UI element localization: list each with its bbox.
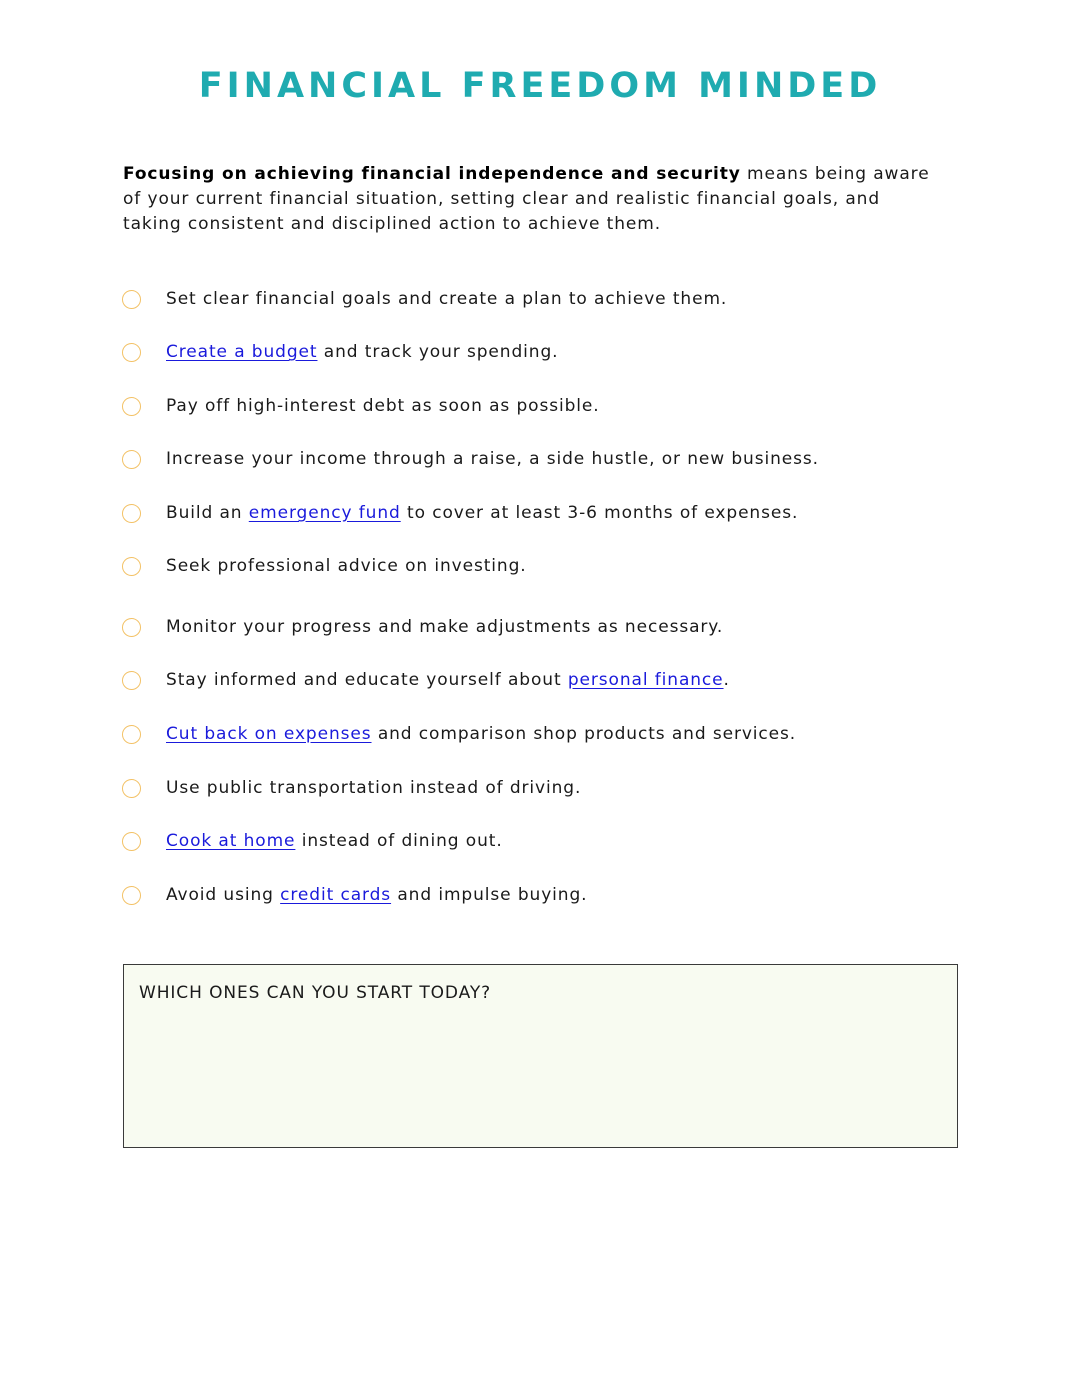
checklist-item-text: Avoid using credit cards and impulse buying. (166, 885, 588, 905)
checklist-item-text: Pay off high-interest debt as soon as possible. (166, 396, 600, 416)
checkbox-circle-icon[interactable] (122, 779, 141, 798)
answer-prompt: WHICH ONES CAN YOU START TODAY? (139, 983, 492, 1003)
checklist-item-link[interactable]: Cut back on expenses (166, 724, 372, 744)
checklist-item-link[interactable]: personal finance (567, 670, 724, 690)
checklist-item-text: Build an emergency fund to cover at least 3-6 months of expenses. (166, 503, 799, 523)
checklist-item (122, 553, 982, 579)
checklist-item (122, 446, 982, 472)
checkbox-circle-icon[interactable] (122, 671, 141, 690)
checklist-item-link[interactable]: Cook at home (166, 831, 296, 851)
checkbox-circle-icon[interactable] (122, 290, 141, 309)
checklist-item (122, 775, 982, 801)
checklist-item-text: Set clear financial goals and create a plan to achieve them. (166, 289, 728, 309)
answer-box[interactable] (123, 964, 958, 1148)
checkbox-circle-icon[interactable] (122, 557, 141, 576)
checkbox-circle-icon[interactable] (122, 832, 141, 851)
page-title: FINANCIAL FREEDOM MINDED (198, 66, 882, 106)
checklist-item-link[interactable]: credit cards (280, 885, 392, 905)
intro-bold-text: Focusing on achieving financial independence and security (123, 164, 741, 184)
checklist-item-text: Use public transportation instead of driving. (166, 778, 582, 798)
checkbox-circle-icon[interactable] (122, 343, 141, 362)
checklist-item (122, 721, 982, 747)
checklist-item-text: Increase your income through a raise, a side hustle, or new business. (166, 449, 819, 469)
checklist-item-text: Stay informed and educate yourself about personal finance. (166, 670, 730, 690)
checkbox-circle-icon[interactable] (122, 725, 141, 744)
checkbox-circle-icon[interactable] (122, 450, 141, 469)
checklist-item-link[interactable]: emergency fund (248, 503, 401, 523)
checklist-item (122, 882, 982, 908)
checklist-item-text: Seek professional advice on investing. (166, 556, 527, 576)
checkbox-circle-icon[interactable] (122, 397, 141, 416)
intro-text: means being aware of your current financial situation, setting clear and realistic financial goals, and taking consistent and disciplined action to achieve them. (123, 164, 930, 234)
checklist-item (122, 500, 982, 526)
checklist-item (122, 614, 982, 640)
checkbox-circle-icon[interactable] (122, 618, 141, 637)
checklist-item-text: Monitor your progress and make adjustments as necessary. (166, 617, 724, 637)
checklist-item (122, 339, 982, 365)
checkbox-circle-icon[interactable] (122, 886, 141, 905)
checkbox-circle-icon[interactable] (122, 504, 141, 523)
checklist-item (122, 286, 982, 312)
checklist-item (122, 828, 982, 854)
intro-paragraph (123, 162, 943, 237)
checklist-item-link[interactable]: Create a budget (166, 342, 318, 362)
checklist-item (122, 393, 982, 419)
checklist-item-text: Create a budget and track your spending. (166, 342, 559, 362)
checklist-item (122, 667, 982, 693)
checklist-item-text: Cut back on expenses and comparison shop products and services. (166, 724, 797, 744)
checklist-item-text: Cook at home instead of dining out. (166, 831, 503, 851)
